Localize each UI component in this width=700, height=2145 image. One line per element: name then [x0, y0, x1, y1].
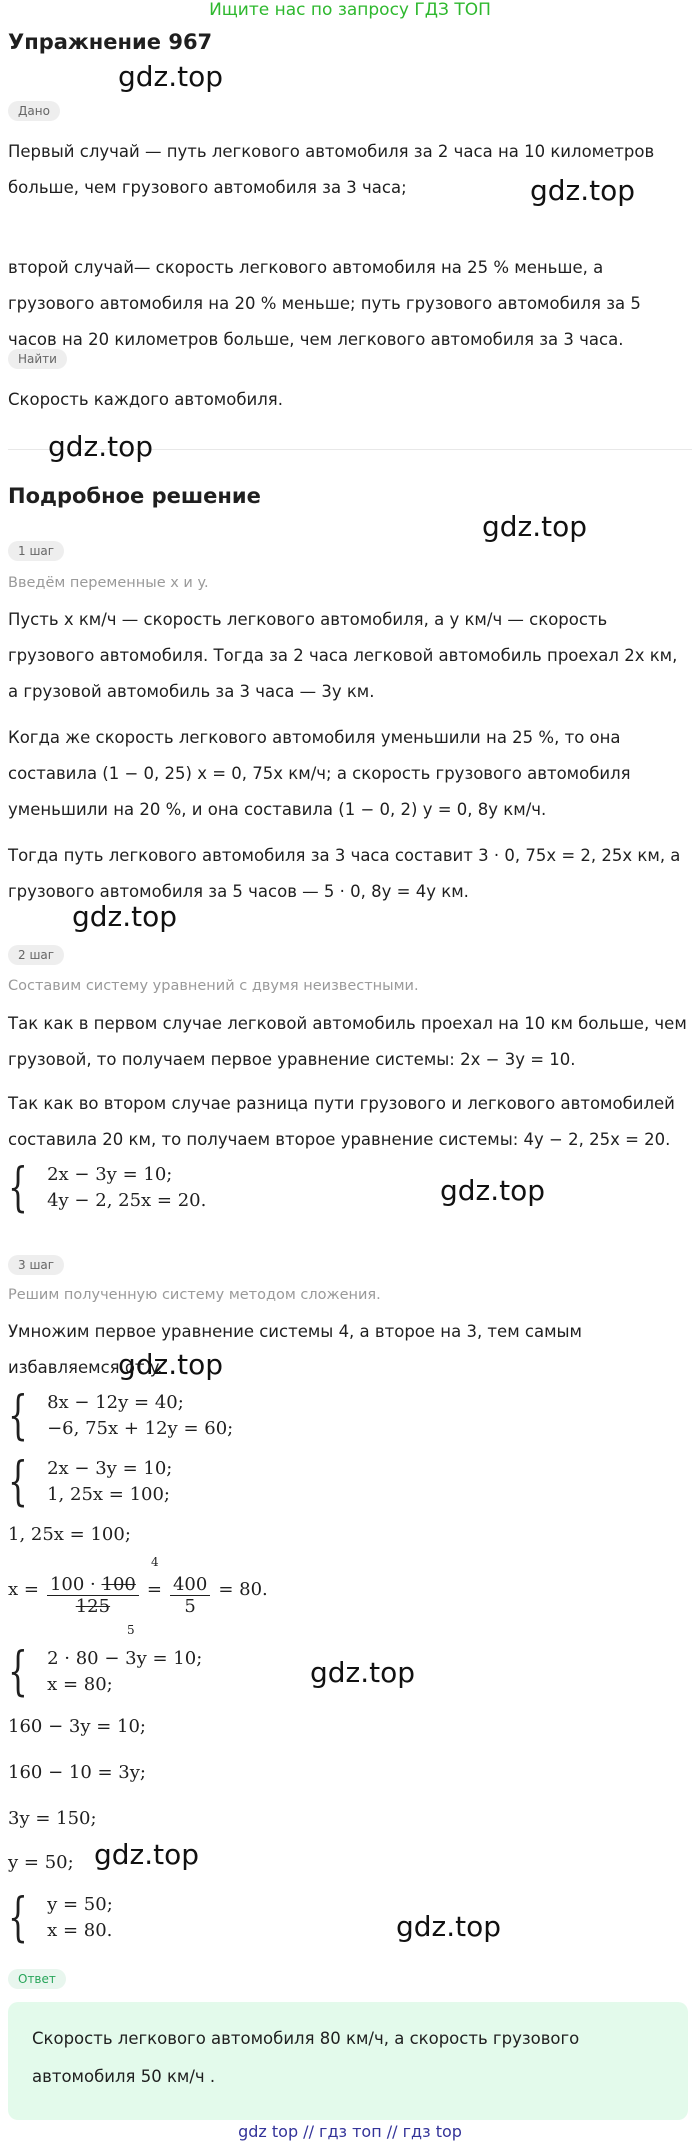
- given-text-2: второй случай— скорость легкового автомобиля на 25 % меньше, а грузового автомобиля на 20 % меньше; путь грузового автомобиля за 5 часов на 20 километров больше, чем легкового автомобиля за 3 часа.: [8, 258, 641, 349]
- step1-text-3: Тогда путь легкового автомобиля за 3 часа составит 3 · 0, 75x = 2, 25x км, а грузового автомобиля за 5 часов — 5 · 0, 8y = 4y км.: [8, 846, 681, 901]
- step1-hint: Введём переменные x и y.: [8, 575, 209, 591]
- step2-text-1: Так как в первом случае легковой автомобиль проехал на 10 км больше, чем грузовой, то получаем первое уравнение системы: 2x − 3y = 10.: [8, 1014, 687, 1069]
- step2-badge: 2 шаг: [8, 944, 64, 965]
- watermark: gdz.top: [530, 174, 636, 207]
- given-text-1: Первый случай — путь легкового автомобиля за 2 часа на 10 километров больше, чем грузового автомобиля за 3 часа;: [8, 142, 655, 197]
- top-banner[interactable]: Ищите нас по запросу ГДЗ ТОП: [209, 0, 491, 20]
- watermark: gdz.top: [48, 430, 154, 463]
- equation-system: { 8x − 12y = 40; −6, 75x + 12y = 60;: [8, 1386, 234, 1446]
- equation-line: 160 − 10 = 3y;: [8, 1762, 146, 1783]
- footer-links[interactable]: gdz top // гдз топ // гдз top: [238, 2122, 462, 2141]
- find-badge: Найти: [8, 348, 67, 369]
- watermark: gdz.top: [310, 1656, 416, 1689]
- equation-line: 1, 25x = 100;: [8, 1524, 131, 1545]
- step1-text-2: Когда же скорость легкового автомобиля уменьшили на 25 %, то она составила (1 − 0, 25) x = 0, 75x км/ч; а скорость грузового автомобиля уменьшили на 20 %, и она составила (1 − 0, 2) y = 0, 8y км/ч.: [8, 728, 631, 819]
- watermark: gdz.top: [72, 900, 178, 933]
- equation-line: 160 − 3y = 10;: [8, 1716, 146, 1737]
- watermark: gdz.top: [482, 510, 588, 543]
- watermark: gdz.top: [118, 60, 224, 93]
- equation-line: y = 50;: [8, 1852, 74, 1873]
- watermark: gdz.top: [396, 1910, 502, 1943]
- answer-text: Скорость легкового автомобиля 80 км/ч, а скорость грузового автомобиля 50 км/ч .: [32, 2029, 580, 2086]
- watermark: gdz.top: [94, 1838, 200, 1871]
- watermark: gdz.top: [440, 1174, 546, 1207]
- fraction-computation: x = 4 100 · 100 125 5 = $\frac{400}{5}$ = 80.: [8, 1555, 268, 1637]
- step3-badge: 3 шаг: [8, 1254, 64, 1275]
- equation-system: { 2 · 80 − 3y = 10; x = 80;: [8, 1642, 203, 1702]
- given-badge: Дано: [8, 100, 60, 121]
- step2-hint: Составим систему уравнений с двумя неизвестными.: [8, 978, 419, 994]
- exercise-title: Упражнение 967: [8, 30, 213, 54]
- answer-badge: Ответ: [8, 1968, 66, 1989]
- step3-text-1: Умножим первое уравнение системы 4, а второе на 3, тем самым избавляемся от y.: [8, 1322, 582, 1377]
- equation-system: { y = 50; x = 80.: [8, 1888, 113, 1948]
- solution-title: Подробное решение: [8, 484, 261, 508]
- watermark: gdz.top: [118, 1348, 224, 1381]
- equation-system: { 2x − 3y = 10; 4y − 2, 25x = 20.: [8, 1158, 207, 1218]
- step1-badge: 1 шаг: [8, 540, 64, 561]
- find-text: Скорость каждого автомобиля.: [8, 390, 283, 409]
- step1-text-1: Пусть x км/ч — скорость легкового автомобиля, а y км/ч — скорость грузового автомобиля. Тогда за 2 часа легковой автомобиль проехал 2x км, а грузовой автомобиль за 3 часа — 3y км.: [8, 610, 678, 701]
- step3-hint: Решим полученную систему методом сложения.: [8, 1287, 381, 1303]
- equation-system: { 2x − 3y = 10; 1, 25x = 100;: [8, 1452, 173, 1512]
- equation-line: 3y = 150;: [8, 1808, 97, 1829]
- step2-text-2: Так как во втором случае разница пути грузового и легкового автомобилей составила 20 км, то получаем второе уравнение системы: 4y − 2, 25x = 20.: [8, 1094, 675, 1149]
